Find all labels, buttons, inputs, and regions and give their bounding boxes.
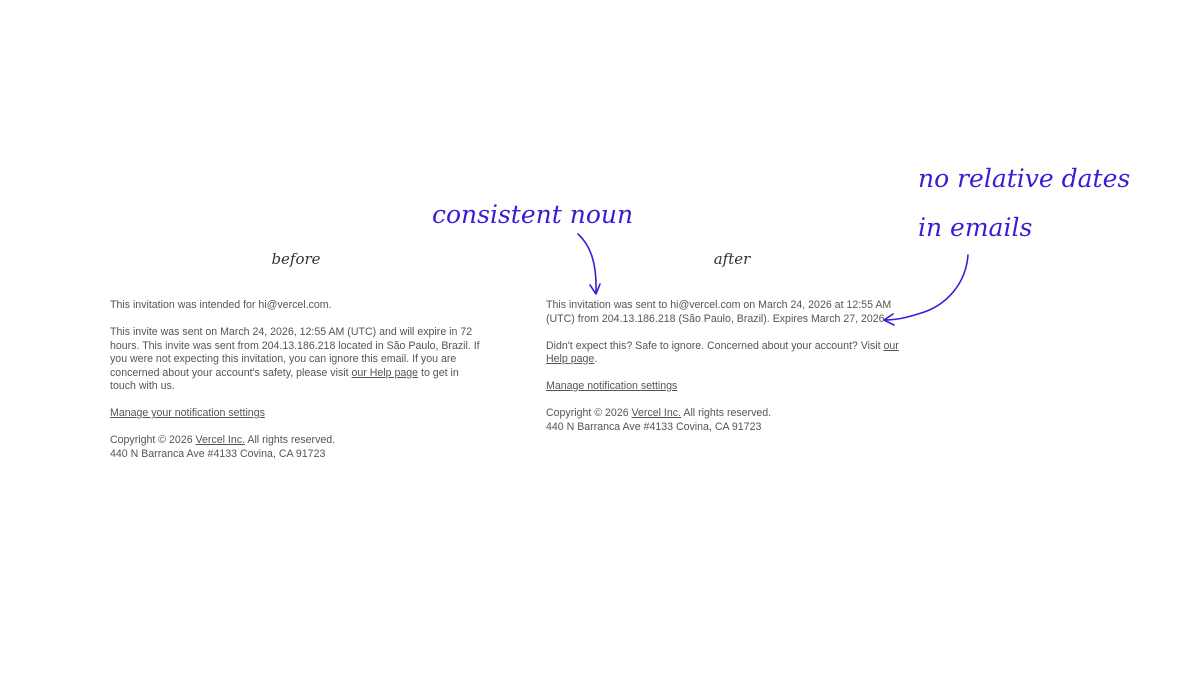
before-label: before xyxy=(271,250,321,268)
before-manage-link[interactable]: Manage your notification settings xyxy=(110,407,265,419)
before-body-text: This invite was sent on March 24, 2026, 12:55 AM (UTC) and will expire in 72 hours. This invite was sent from 204.13.186.218 located in São Paulo, Brazil. If you were not expecting this invitation, you can ignore this email. If you are concerned about your account's safety, please visit xyxy=(110,326,480,379)
after-intro: This invitation was sent to hi@vercel.com on March 24, 2026 at 12:55 AM (UTC) from 204.13.186.218 (São Paulo, Brazil). Expires March 27, 2026. xyxy=(546,299,892,325)
before-intro: This invitation was intended for hi@vercel.com. xyxy=(110,299,332,311)
after-copyright-prefix: Copyright © 2026 xyxy=(546,407,632,419)
before-help-link[interactable]: our Help page xyxy=(351,366,419,379)
annotation-in-emails: in emails xyxy=(918,213,1033,242)
after-address: 440 N Barranca Ave #4133 Covina, CA 91723 xyxy=(546,420,762,433)
before-copyright-prefix: Copyright © 2026 xyxy=(110,434,196,446)
annotation-consistent-noun: consistent noun xyxy=(432,200,634,229)
after-help-link[interactable]: our Help page xyxy=(546,339,899,365)
after-manage-link[interactable]: Manage notification settings xyxy=(546,380,678,392)
before-body-suffix: to get in touch with us. xyxy=(110,366,459,392)
arrow-to-noun xyxy=(578,234,596,293)
before-copyright-suffix: All rights reserved. xyxy=(245,434,336,446)
arrow-to-dates xyxy=(884,255,968,320)
after-body-suffix: . xyxy=(594,353,598,365)
after-label: after xyxy=(713,250,751,268)
annotation-no-relative-dates: no relative dates xyxy=(918,164,1131,193)
before-company-link[interactable]: Vercel Inc. xyxy=(195,434,246,446)
arrowhead-noun xyxy=(590,284,600,294)
after-body-text: Didn't expect this? Safe to ignore. Concerned about your account? Visit xyxy=(546,339,881,352)
after-company-link[interactable]: Vercel Inc. xyxy=(631,407,682,419)
after-copyright-suffix: All rights reserved. xyxy=(681,407,772,419)
before-address: 440 N Barranca Ave #4133 Covina, CA 91723 xyxy=(110,447,326,460)
